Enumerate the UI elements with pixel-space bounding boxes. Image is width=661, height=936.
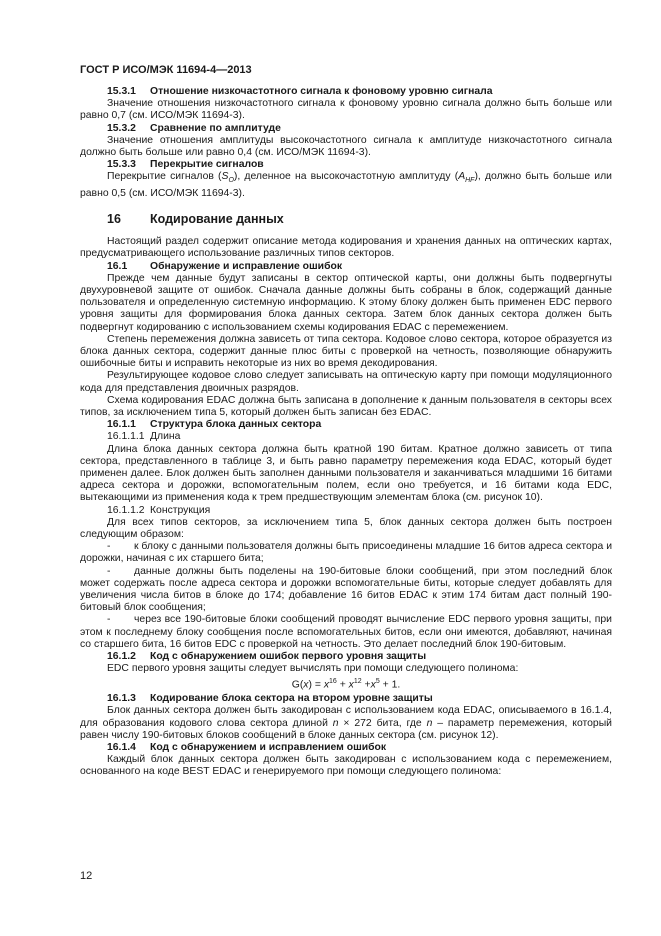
- text-run: × 272 бита, где: [338, 717, 427, 729]
- text-run: ), деленное на высокочастотную амплитуду (: [233, 171, 459, 183]
- section-16-1-3-heading: [80, 693, 612, 705]
- section-16-1-heading: [80, 261, 612, 273]
- paragraph: Для всех типов секторов, за исключением типа 5, блок данных сектора должен быть построен следующим образом:: [80, 516, 612, 540]
- formula-variable: x: [303, 679, 309, 691]
- text-run: Блок данных сектора должен быть закодирован с использованием кода EDAC, описываемого в 16.1.4, для образования кодового слова сектора длиной: [80, 705, 612, 729]
- paragraph: Настоящий раздел содержит описание метода кодирования и хранения данных на оптических картах, предусматривающего использование различных типов секторов.: [80, 236, 612, 260]
- section-15-3-1-heading: [80, 86, 612, 98]
- paragraph: Прежде чем данные будут записаны в сектор оптической карты, они должны быть подвергнуты двухуровневой защите от ошибок. Сначала данные должны быть собраны в блок, содержащий данные пользователя и определенную системную информацию. К этому блоку должен быть применен EDC первого уровня защиты для формирования блока данных сектора. Затем блок данных сектора должен быть подвергнут кодированию с использованием схемы кодирования EDAC с перемежением.: [80, 272, 612, 333]
- section-number: 16.1.4: [107, 741, 136, 753]
- section-title: Кодирование данных: [150, 211, 284, 226]
- section-number: 16.1.1.1: [107, 431, 145, 443]
- section-title: Длина: [150, 431, 181, 443]
- polynomial-formula: [80, 676, 612, 692]
- symbol: [458, 171, 475, 185]
- section-number: 16.1.3: [107, 693, 136, 705]
- formula-part: +: [361, 679, 371, 691]
- list-dash: -: [107, 614, 111, 626]
- list-item-text: к блоку с данными пользователя должны быть присоединены младшие 16 битов адреса сектора и дорожки, начиная с их старшего бита;: [80, 541, 612, 565]
- section-title: Отношение низкочастотного сигнала к фоновому уровню сигнала: [150, 86, 493, 97]
- paragraph: [80, 171, 612, 199]
- section-number: 16.1: [107, 260, 128, 272]
- section-title: Сравнение по амплитуде: [150, 122, 281, 134]
- section-16-1-2-heading: [80, 651, 612, 663]
- text-run: Перекрытие сигналов (: [107, 171, 222, 183]
- symbol: [221, 171, 234, 185]
- page-number: 12: [80, 870, 93, 882]
- section-number: 15.3.1: [107, 86, 136, 97]
- symbol-letter: S: [221, 171, 229, 183]
- formula-variable: x: [323, 679, 330, 691]
- section-16-1-4-heading: [80, 742, 612, 754]
- paragraph: EDC первого уровня защиты следует вычислять при помощи следующего полинома:: [107, 663, 519, 675]
- formula-part: ) =: [308, 679, 324, 691]
- section-number: 16: [107, 211, 121, 226]
- paragraph: Значение отношения низкочастотного сигнала к фоновому уровню сигнала должно быть больше или равно 0,7 (см. ИСО/МЭК 11694-3).: [80, 98, 612, 122]
- formula-exponent: 12: [353, 678, 362, 686]
- section-16-heading: [80, 213, 612, 225]
- document-header: ГОСТ Р ИСО/МЭК 11694-4—2013: [80, 64, 252, 76]
- paragraph: Длина блока данных сектора должна быть кратной 190 битам. Кратное должно зависеть от типа сектора, представленного в таблице 3, и быть равно параметру перемежения кода EDAC, который будет применен далее. Блок должен быть заполнен данными пользователя и заканчиваться младшими 16 битами адреса сектора и дорожки, вспомогательным полем, если оно требуется, и 16 битами кода EDC, вытекающими из применения кода к трем предшествующим элементам блока (см. рисунок 10).: [80, 443, 612, 504]
- list-dash: -: [107, 541, 111, 553]
- symbol-subscript: O: [228, 177, 234, 185]
- list-dash: -: [107, 565, 111, 577]
- document-body: [80, 86, 612, 779]
- section-title: Код с обнаружением ошибок первого уровня защиты: [150, 651, 427, 663]
- paragraph: [80, 705, 612, 742]
- section-number: 15.3.3: [107, 159, 136, 171]
- formula-exponent: 5: [375, 678, 380, 686]
- symbol-letter: A: [458, 171, 466, 183]
- section-16-1-1-heading: [80, 419, 612, 431]
- paragraph: Значение отношения амплитуды высокочастотного сигнала к амплитуде низкочастотного сигнала должно быть больше или равно 0,4 (см. ИСО/МЭК 11694-3).: [80, 134, 612, 159]
- section-title: Перекрытие сигналов: [150, 159, 264, 171]
- formula-part: G(: [291, 679, 304, 691]
- section-number: 15.3.2: [107, 122, 136, 134]
- section-number: 16.1.1.2: [107, 504, 145, 516]
- list-item-text: данные должны быть поделены на 190-битовые блоки сообщений, при этом последний блок может содержать после адреса сектора и дорожки вспомогательные биты, которые следует добавлять для увеличения числа битов в блоке до 174; добавление 16 битов EDAC к этим 174 битам даст полный 190-битовый блок сообщения;: [80, 565, 612, 614]
- formula-part: + 1.: [379, 679, 401, 691]
- paragraph: Каждый блок данных сектора должен быть закодирован с использованием кода с перемежением, основанного на коде BEST EDAC и генерируемого при помощи следующего полинома:: [80, 754, 612, 778]
- formula-variable: x: [370, 679, 376, 691]
- paragraph: Результирующее кодовое слово следует записывать на оптическую карту при помощи модуляционного кода для представления двоичных разрядов.: [80, 370, 612, 394]
- formula-part: +: [336, 679, 349, 691]
- formula-variable: x: [348, 679, 354, 691]
- section-title: Структура блока данных сектора: [150, 419, 322, 431]
- section-number: 16.1.2: [107, 651, 136, 663]
- section-number: 16.1.1: [107, 419, 136, 431]
- section-title: Кодирование блока сектора на втором уровне защиты: [150, 693, 433, 705]
- list-item-text: через все 190-битовые блоки сообщений проводят вычисление EDC первого уровня защиты, при этом к последнему блоку сообщения после вспомогательных битов, если они имеются, добавляют, начиная со старшего бита, 16 битов EDC с проверкой на четность. Это делает последний блок 190-битовым.: [80, 614, 612, 650]
- text-run: – параметр перемежения, который равен числу 190-битовых блоков сообщений в блоке данных сектора (см. рисунок 12).: [80, 717, 612, 741]
- section-title: Обнаружение и исправление ошибок: [150, 260, 343, 272]
- section-title: Код с обнаружением и исправлением ошибок: [150, 741, 387, 753]
- section-title: Конструкция: [150, 504, 211, 516]
- text-run: ), должно быть больше или равно 0,5 (см. ИСО/МЭК 11694-3).: [80, 171, 612, 199]
- list-item: [80, 566, 612, 615]
- section-16-1-1-2-heading: [80, 505, 612, 517]
- section-15-3-2-heading: [80, 123, 612, 135]
- section-16-1-1-1-heading: [80, 431, 612, 443]
- section-15-3-3-heading: [80, 159, 612, 171]
- formula-variable: n: [426, 717, 433, 729]
- formula-variable: n: [332, 717, 339, 729]
- formula-exponent: 16: [329, 678, 337, 686]
- paragraph: Степень перемежения должна зависеть от типа сектора. Кодовое слово сектора, которое образуется из блока данных сектора, содержит данные плюс биты с проверкой на четность, позволяющие обнаружить ошибочные биты и исправить некоторые из них во время декодирования.: [80, 333, 612, 370]
- list-item: [80, 541, 612, 565]
- list-item: [80, 614, 612, 651]
- paragraph: Схема кодирования EDAC должна быть записана в дополнение к данным пользователя в секторы всех типов, за исключением типа 5, который должен быть записан без EDAC.: [80, 394, 612, 418]
- symbol-subscript: HF: [465, 177, 475, 185]
